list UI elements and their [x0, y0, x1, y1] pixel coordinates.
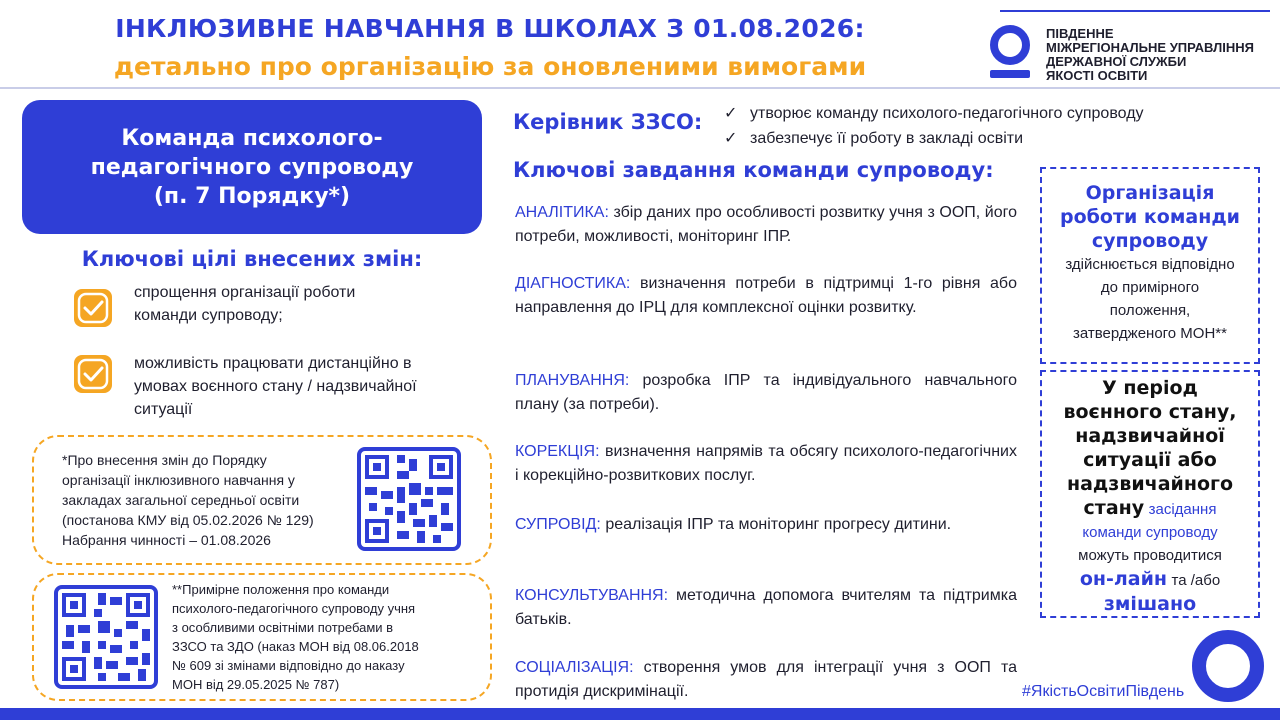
side-mixed-line [1042, 567, 1258, 592]
side-bold-line: ситуації або [1083, 449, 1217, 471]
team-title-line: педагогічного супроводу [90, 154, 414, 180]
task-keyword: СУПРОВІД: [515, 516, 601, 533]
footnote-line: психолого-педагогічного супроводу учня [172, 601, 416, 616]
footnote-line: *Про внесення змін до Порядку [62, 452, 267, 468]
side-text-line: можуть проводитися [1078, 547, 1222, 564]
task-text: визначення напрямів та обсягу психолого-педагогічних і корекційно-розвиткових послуг. [515, 443, 1017, 484]
side-bold-line: надзвичайного [1066, 473, 1233, 495]
side-bold-line: У період [1102, 377, 1198, 399]
task-keyword: ДІАГНОСТИКА: [515, 275, 631, 292]
logo-ring-icon [990, 25, 1030, 65]
footnote-1-text [62, 450, 314, 550]
footnote-line: ЗЗСО та ЗДО (наказ МОН від 08.06.2018 [172, 639, 419, 654]
footnote-line: Набрання чинності – 01.08.2026 [62, 532, 271, 548]
task-text: збір даних про особливості розвитку учня з ООП, його потреби, можливості, моніторинг ІПР. [515, 204, 1017, 245]
hashtag[interactable]: #ЯкістьОсвітиПівдень [1022, 683, 1185, 700]
side-bold-word: стану [1083, 497, 1145, 519]
footnote-line: МОН від 29.05.2025 № 787) [172, 677, 340, 692]
page-title: ІНКЛЮЗИВНЕ НАВЧАННЯ В ШКОЛАХ З 01.08.2026: [115, 14, 865, 43]
task-keyword: ПЛАНУВАННЯ: [515, 372, 630, 389]
task-keyword: КОНСУЛЬТУВАННЯ: [515, 587, 669, 604]
org-name-line: ЯКОСТІ ОСВІТИ [1046, 68, 1148, 83]
goal-item [134, 281, 355, 327]
side-blue-word: засідання [1148, 501, 1217, 518]
footnote-line: організації інклюзивного навчання у [62, 472, 295, 488]
header [0, 0, 1280, 88]
task-text: розробка ІПР та індивідуального навчального плану (за потреби). [515, 372, 1017, 413]
task-item [515, 272, 1017, 320]
task-item [515, 513, 1017, 537]
page-subtitle: детально про організацію за оновленими вимогами [113, 52, 867, 81]
qr-code-icon [361, 451, 457, 547]
manager-duty [724, 128, 1023, 148]
side-mixed-line [1042, 496, 1258, 521]
org-name-line: ПІВДЕННЕ [1046, 26, 1114, 41]
logo-bar-icon [990, 70, 1030, 78]
task-text: визначення потреби в підтримці 1-го рівня або направлення до ІРЦ для комплексної оцінки розвитку. [515, 275, 1017, 316]
footer-bar [0, 708, 1280, 720]
goal-line: спрощення організації роботи [134, 284, 356, 301]
side-heading-line: супроводу [1091, 230, 1209, 252]
goals-title: Ключові цілі внесених змін: [81, 247, 423, 271]
organization-info-box [1040, 167, 1260, 364]
side-blue-line: команди супроводу [1082, 524, 1218, 541]
task-text: реалізація ІПР та моніторинг прогресу дитини. [605, 516, 952, 533]
task-item [515, 584, 1017, 632]
org-name-line: ДЕРЖАВНОЇ СЛУЖБИ [1046, 54, 1187, 69]
team-title-line: (п. 7 Порядку*) [153, 183, 351, 209]
goal-line: умовах воєнного стану / надзвичайної [134, 378, 417, 395]
task-item [515, 440, 1017, 488]
checkbox-icon [74, 289, 112, 327]
checkbox-icon [74, 355, 112, 393]
side-text-line: до примірного [1100, 279, 1200, 296]
footnote-line: (постанова КМУ від 05.02.2026 № 129) [62, 512, 314, 528]
task-text: створення умов для інтеграції учня з ООП та протидія дискримінації. [515, 659, 1017, 700]
check-icon: ✓ [724, 130, 738, 147]
logo-ring-icon [1192, 630, 1264, 702]
goal-line: можливість працювати дистанційно в [134, 355, 412, 372]
goal-line: команди супроводу; [134, 307, 283, 324]
side-online-word: он-лайн [1079, 568, 1168, 590]
manager-duty [724, 103, 1144, 123]
manager-duty-text: утворює команду психолого-педагогічного супроводу [750, 105, 1144, 122]
tasks-title: Ключові завдання команди супроводу: [513, 158, 994, 182]
check-icon: ✓ [724, 105, 738, 122]
side-text-word: та /або [1171, 572, 1221, 589]
side-mixed-word: змішано [1103, 593, 1197, 615]
qr-code-icon [58, 589, 154, 685]
footnote-line: № 609 зі змінами відповідно до наказу [172, 658, 405, 673]
manager-duty-text: забезпечує її роботу в закладі освіти [750, 130, 1024, 147]
side-heading-line: роботи команди [1060, 206, 1240, 228]
task-item [515, 656, 1017, 704]
header-accent-line [1000, 10, 1270, 12]
footnote-2-text [172, 580, 466, 694]
qr-code-1[interactable] [357, 447, 461, 551]
footnote-line: **Примірне положення про команди [172, 582, 390, 597]
task-keyword: АНАЛІТИКА: [515, 204, 609, 221]
footnote-line: з особливими освітніми потребами в [172, 620, 394, 635]
task-text: методична допомога вчителям та підтримка батьків. [515, 587, 1017, 628]
task-keyword: СОЦІАЛІЗАЦІЯ: [515, 659, 634, 676]
team-title-box [22, 100, 482, 234]
task-item [515, 369, 1017, 417]
footnote-line: закладах загальної середньої освіти [62, 492, 300, 508]
task-keyword: КОРЕКЦІЯ: [515, 443, 600, 460]
organization-name [1046, 27, 1276, 83]
side-text-line: затвердженого МОН** [1073, 325, 1227, 342]
manager-label: Керівник ЗЗСО: [513, 110, 703, 134]
side-bold-line: надзвичайної [1075, 425, 1225, 447]
team-title-line: Команда психолого- [121, 125, 383, 151]
header-divider [0, 87, 1280, 89]
side-bold-line: воєнного стану, [1063, 401, 1237, 423]
task-item [515, 201, 1017, 249]
goal-item [134, 352, 417, 421]
side-text-line: положення, [1109, 302, 1191, 319]
goal-line: ситуації [134, 401, 193, 418]
org-name-line: МІЖРЕГІОНАЛЬНЕ УПРАВЛІННЯ [1046, 40, 1254, 55]
martial-law-info-box [1040, 370, 1260, 618]
side-text-line: здійснюється відповідно [1065, 256, 1235, 273]
side-heading-line: Організація [1085, 182, 1215, 204]
qr-code-2[interactable] [54, 585, 158, 689]
